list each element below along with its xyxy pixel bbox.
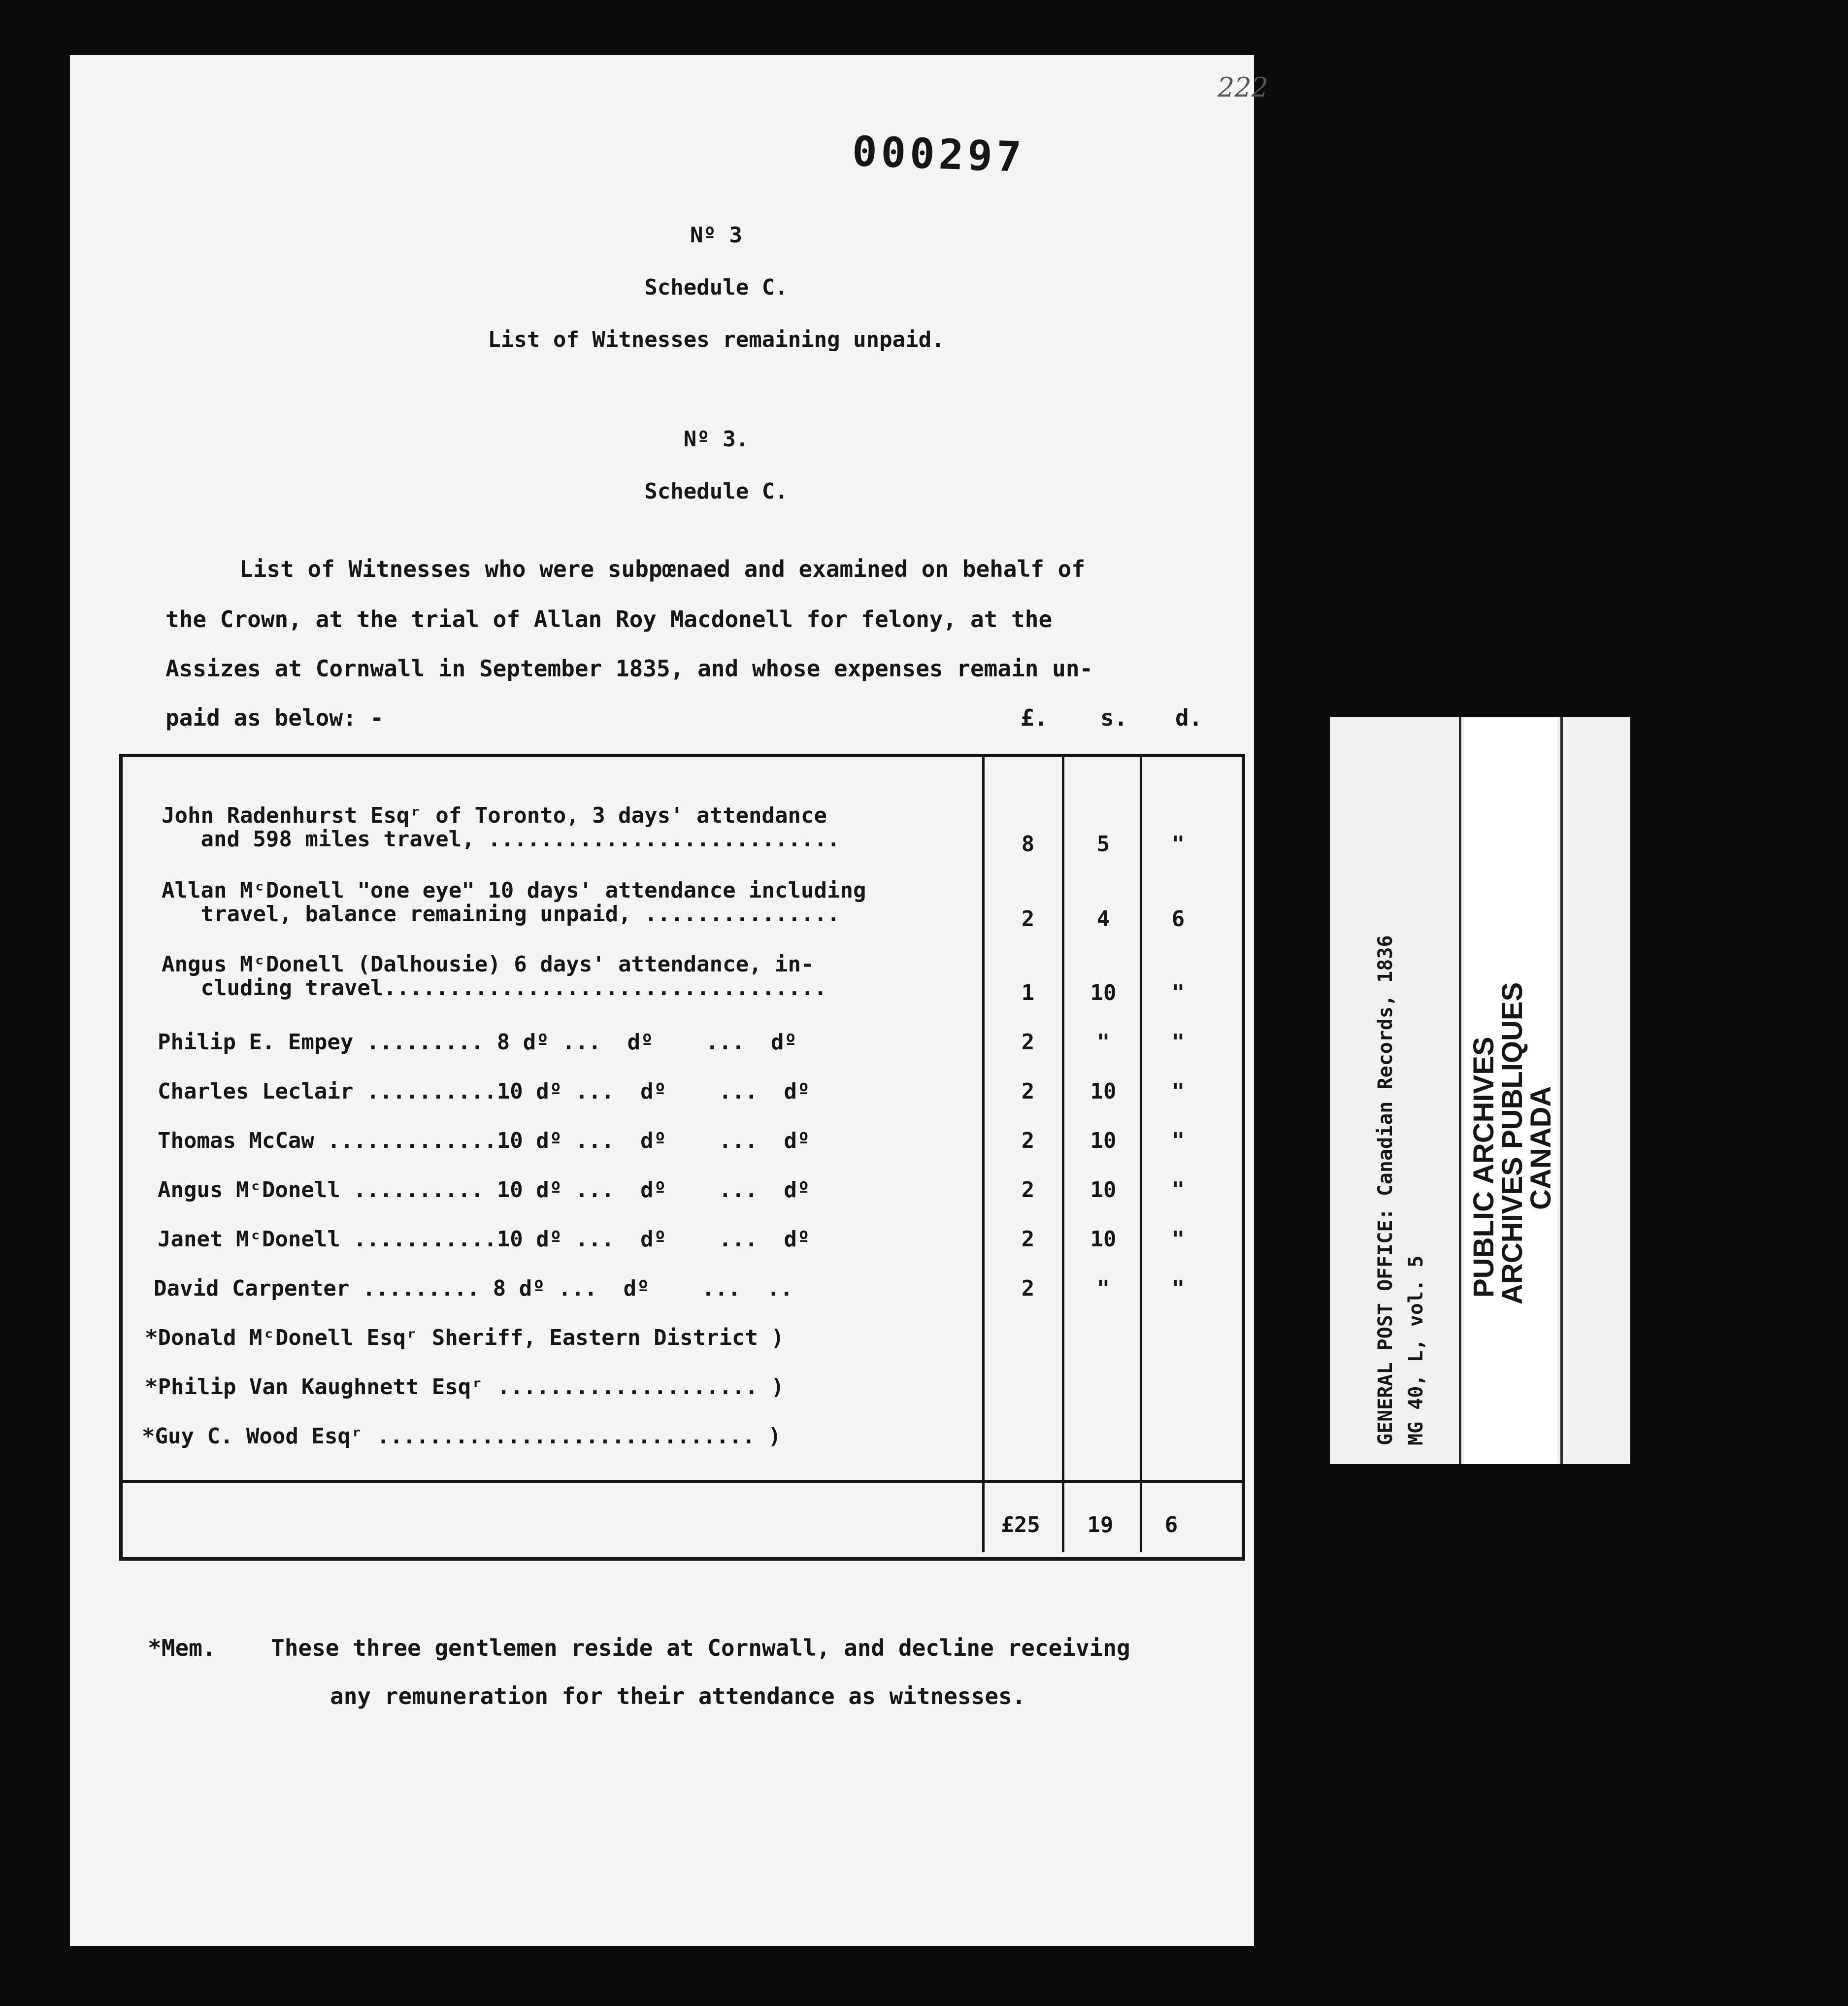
row-7-pounds: 2 [1021, 1177, 1035, 1203]
intro-line-2: the Crown, at the trial of Allan Roy Macdonell for felony, at the [165, 606, 1053, 633]
table-row-4: Philip E. Empey ......... 8 dº ... dº ... dº [158, 1030, 797, 1055]
row-5-shillings: 10 [1090, 1079, 1117, 1104]
row-1-shillings: 5 [1096, 832, 1110, 857]
row-4-shillings: " [1096, 1030, 1110, 1055]
label-divider-right [1560, 717, 1563, 1464]
intro-line-4: paid as below: - [165, 704, 384, 731]
archive-stamp-line-1: PUBLIC ARCHIVES [1468, 1036, 1500, 1298]
memo-line-2: any remuneration for their attendance as witnesses. [330, 1683, 1026, 1709]
archive-stamp-line-2: ARCHIVES PUBLIQUES [1496, 982, 1528, 1304]
row-7-shillings: 10 [1090, 1177, 1117, 1203]
row-8-pounds: 2 [1021, 1227, 1035, 1252]
archive-stamp-line-3: CANADA [1525, 1086, 1557, 1210]
heading2-schedule: Schedule C. [644, 479, 788, 504]
label-line-2: MG 40, L, vol. 5 [1405, 1255, 1427, 1445]
row-4-pence: " [1171, 1030, 1185, 1055]
archive-label [1330, 717, 1630, 1464]
exempt-row-1: *Donald MᶜDonell Esqʳ Sheriff, Eastern District ) [145, 1325, 785, 1350]
row-9-pounds: 2 [1021, 1276, 1035, 1301]
row-6-pounds: 2 [1021, 1128, 1035, 1153]
row-9-pence: " [1171, 1276, 1185, 1301]
row-4-pounds: 2 [1021, 1030, 1035, 1055]
row-2-pounds: 2 [1021, 906, 1035, 932]
label-divider-left [1459, 717, 1461, 1464]
table-row-8: Janet MᶜDonell ...........10 dº ... dº ... dº [158, 1227, 810, 1252]
header-shillings: s. [1100, 704, 1128, 731]
row-3-pence: " [1171, 980, 1185, 1005]
exempt-row-2: *Philip Van Kaughnett Esqʳ .................... ) [145, 1374, 785, 1400]
row-5-pence: " [1171, 1079, 1185, 1104]
total-pounds: £25 [1001, 1512, 1040, 1538]
row-9-shillings: " [1096, 1276, 1110, 1301]
table-row-7: Angus MᶜDonell .......... 10 dº ... dº ... dº [158, 1177, 810, 1203]
row-2-shillings: 4 [1096, 906, 1110, 932]
pencil-page-number: 222 [1218, 72, 1269, 103]
row-3-shillings: 10 [1090, 980, 1117, 1005]
row-6-pence: " [1171, 1128, 1185, 1153]
heading1-title: List of Witnesses remaining unpaid. [488, 327, 945, 352]
col-divider-pence [1140, 757, 1142, 1552]
label-line-1: GENERAL POST OFFICE: Canadian Records, 1836 [1374, 935, 1397, 1445]
row-3-pounds: 1 [1021, 980, 1035, 1005]
heading1-schedule: Schedule C. [644, 275, 788, 300]
table-row-2: Allan MᶜDonell "one eye" 10 days' attendance including travel, balance remaining unpaid, ............... [162, 878, 866, 927]
table-row-9: David Carpenter ......... 8 dº ... dº ... .. [154, 1276, 793, 1301]
row-1-pounds: 8 [1021, 832, 1035, 857]
memo-label: *Mem. [148, 1635, 216, 1661]
row-5-pounds: 2 [1021, 1079, 1035, 1104]
intro-line-1: List of Witnesses who were subpœnaed and examined on behalf of [239, 556, 1086, 582]
memo-line-1: These three gentlemen reside at Cornwall, and decline receiving [271, 1635, 1130, 1661]
heading2-number: Nº 3. [683, 427, 749, 452]
document-page [70, 55, 1269, 1946]
row-8-pence: " [1171, 1227, 1185, 1252]
header-pence: d. [1175, 704, 1203, 731]
total-shillings: 19 [1087, 1512, 1114, 1538]
table-row-3: Angus MᶜDonell (Dalhousie) 6 days' attendance, in- cluding travel.................................. [162, 952, 827, 1001]
stamp-number: 000297 [851, 127, 1026, 182]
col-divider-shillings [1062, 757, 1064, 1552]
header-pounds: £. [1021, 704, 1048, 731]
row-8-shillings: 10 [1090, 1227, 1117, 1252]
row-1-pence: " [1171, 832, 1185, 857]
table-row-5: Charles Leclair ..........10 dº ... dº ... dº [158, 1079, 810, 1104]
row-2-pence: 6 [1171, 906, 1185, 932]
table-row-1: John Radenhurst Esqʳ of Toronto, 3 days' attendance and 598 miles travel, ........................... [162, 803, 840, 852]
heading1-number: Nº 3 [690, 223, 742, 248]
row-7-pence: " [1171, 1177, 1185, 1203]
col-divider-pounds [982, 757, 985, 1552]
intro-line-3: Assizes at Cornwall in September 1835, and whose expenses remain un- [165, 655, 1093, 682]
table-row-6: Thomas McCaw .............10 dº ... dº ... dº [158, 1128, 810, 1153]
total-divider [123, 1480, 1242, 1483]
exempt-row-3: *Guy C. Wood Esqʳ ............................. ) [142, 1424, 782, 1449]
row-6-shillings: 10 [1090, 1128, 1117, 1153]
total-pence: 6 [1164, 1512, 1178, 1538]
